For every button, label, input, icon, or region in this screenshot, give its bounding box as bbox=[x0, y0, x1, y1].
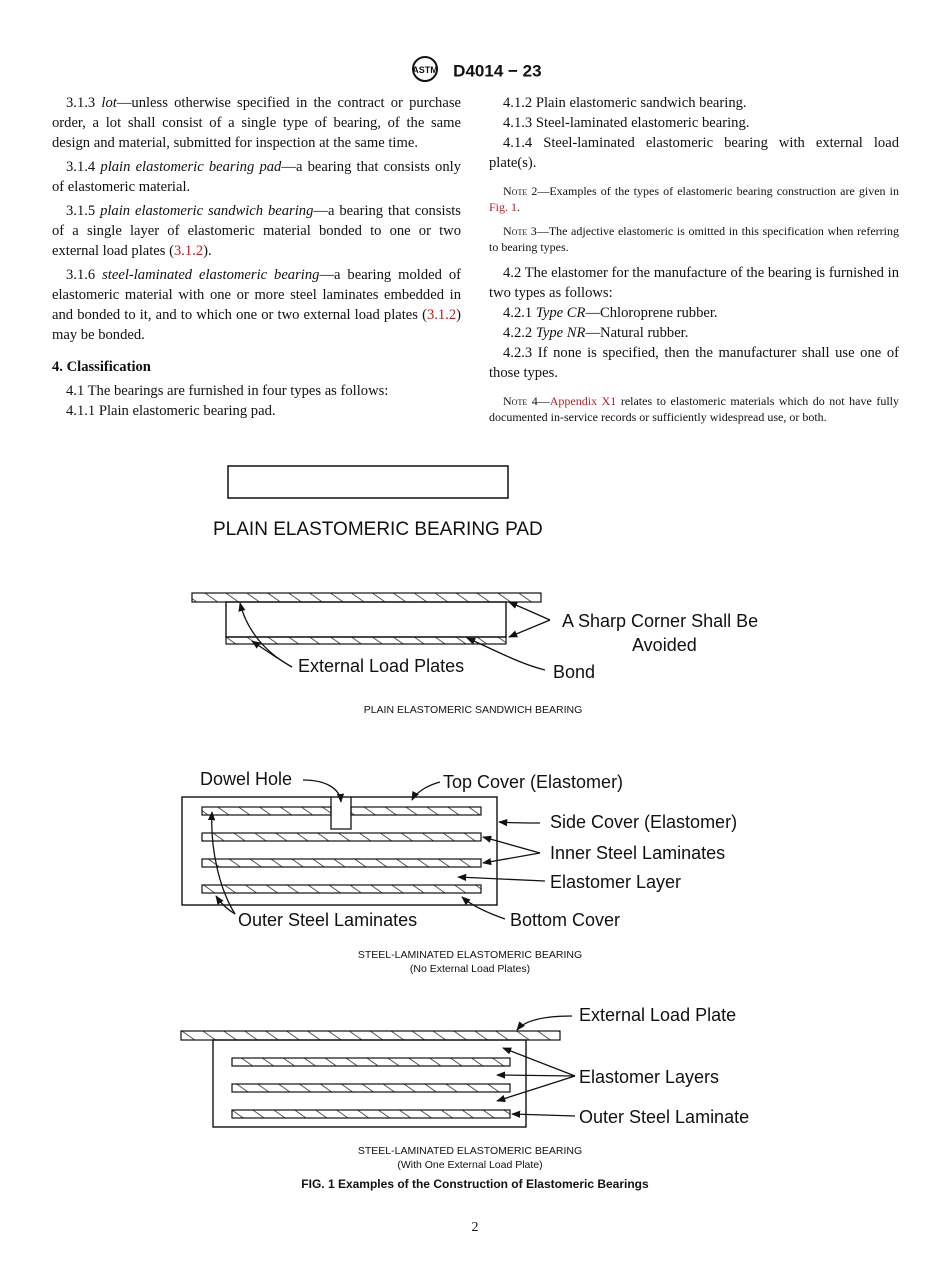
label-external-load-plate: External Load Plate bbox=[579, 1005, 737, 1025]
right-column bbox=[489, 93, 899, 433]
para-4-2-2: 4.2.2 Type NR—Natural rubber. bbox=[503, 325, 689, 341]
label-elastomer-layers: Elastomer Layers bbox=[579, 1067, 720, 1087]
para-3-1-4: 3.1.4 plain elastomeric bearing pad—a bearing that consists only of elastomeric material. bbox=[52, 159, 461, 195]
ref-link-3-1-2[interactable]: 3.1.2 bbox=[173, 243, 204, 259]
page-header bbox=[0, 56, 950, 87]
label-dowel-hole: Dowel Hole bbox=[200, 769, 293, 789]
para-4-1-4: 4.1.4 Steel-laminated elastomeric bearing with external load plate(s). bbox=[489, 135, 899, 171]
para-4-1-2: 4.1.2 Plain elastomeric sandwich bearing. bbox=[503, 95, 747, 111]
ref-link-3-1-2[interactable]: 3.1.2 bbox=[426, 307, 457, 323]
left-column bbox=[52, 93, 461, 425]
para-3-1-3: 3.1.3 lot—unless otherwise specified in the contract or purchase order, a lot shall consist of a single type of bearing, of the same design and material, submitted for inspection at the same time. bbox=[52, 95, 461, 151]
external-plate-bearing bbox=[181, 1016, 575, 1127]
label-elastomer-layer: Elastomer Layer bbox=[550, 872, 682, 892]
svg-text:ASTM: ASTM bbox=[412, 65, 439, 75]
standard-code: D4014 − 23 bbox=[453, 61, 542, 81]
label-outer-steel-laminate: Outer Steel Laminate bbox=[579, 1107, 750, 1127]
section-heading-classification: 4. Classification bbox=[52, 359, 151, 375]
label-top-cover: Top Cover (Elastomer) bbox=[443, 772, 624, 792]
para-4-2-1: 4.2.1 Type CR—Chloroprene rubber. bbox=[503, 305, 718, 321]
caption-external-2: (With One External Load Plate) bbox=[397, 1159, 543, 1171]
note-3: Note 3—The adjective elastomeric is omitted in this specification when referring to bearing types. bbox=[489, 224, 899, 254]
caption-steel-2: (No External Load Plates) bbox=[409, 963, 531, 975]
para-3-1-5: 3.1.5 plain elastomeric sandwich bearing—a bearing that consists of a single layer of elastomeric material bonded to one or two external load plates (3.1.2). bbox=[52, 203, 461, 259]
pad-title: PLAIN ELASTOMERIC BEARING PAD bbox=[213, 519, 543, 540]
label-sharp-corner-2: Avoided bbox=[632, 635, 697, 655]
note-2: Note 2—Examples of the types of elastomeric bearing construction are given in Fig. 1. bbox=[489, 184, 900, 214]
label-external-load-plates: External Load Plates bbox=[298, 656, 465, 676]
para-4-1-3: 4.1.3 Steel-laminated elastomeric bearing. bbox=[503, 115, 750, 131]
para-4-1: 4.1 The bearings are furnished in four types as follows: bbox=[66, 383, 389, 399]
label-bottom-cover: Bottom Cover bbox=[510, 910, 621, 930]
label-side-cover: Side Cover (Elastomer) bbox=[550, 812, 738, 832]
figure-caption: FIG. 1 Examples of the Construction of Elastomeric Bearings bbox=[301, 1177, 649, 1191]
caption-external-1: STEEL-LAMINATED ELASTOMERIC BEARING bbox=[357, 1145, 583, 1157]
astm-logo-icon bbox=[408, 56, 442, 87]
page-number: 2 bbox=[471, 1220, 479, 1235]
caption-sandwich: PLAIN ELASTOMERIC SANDWICH BEARING bbox=[363, 704, 583, 716]
ref-link-fig-1[interactable]: Fig. 1 bbox=[489, 200, 518, 214]
note-4: Note 4—Appendix X1 relates to elastomeric materials which do not have fully documented in-service records or sufficiently widespread use, or both. bbox=[489, 394, 900, 424]
para-4-1-1: 4.1.1 Plain elastomeric bearing pad. bbox=[66, 403, 276, 419]
figure-1 bbox=[0, 450, 950, 1180]
label-bond: Bond bbox=[553, 662, 596, 682]
label-sharp-corner-1: A Sharp Corner Shall Be bbox=[562, 611, 759, 631]
caption-steel-1: STEEL-LAMINATED ELASTOMERIC BEARING bbox=[357, 949, 583, 961]
label-outer-steel-laminates: Outer Steel Laminates bbox=[238, 910, 418, 930]
steel-laminated-bearing bbox=[182, 780, 545, 919]
para-4-2-3: 4.2.3 If none is specified, then the manufacturer shall use one of those types. bbox=[489, 345, 899, 381]
para-3-1-6: 3.1.6 steel-laminated elastomeric bearing—a bearing molded of elastomeric material with one or more steel laminates embedded in and bonded to it, and to which one or two external load plates (3.1.2) may be bonded. bbox=[52, 267, 461, 343]
label-inner-steel-laminates: Inner Steel Laminates bbox=[550, 843, 726, 863]
bearing-diagrams bbox=[0, 450, 950, 1180]
para-4-2: 4.2 The elastomer for the manufacture of the bearing is furnished in two types as follows: bbox=[489, 265, 899, 301]
ref-link-appendix-x1[interactable]: Appendix X1 bbox=[549, 394, 617, 408]
pad-rect bbox=[228, 466, 508, 498]
